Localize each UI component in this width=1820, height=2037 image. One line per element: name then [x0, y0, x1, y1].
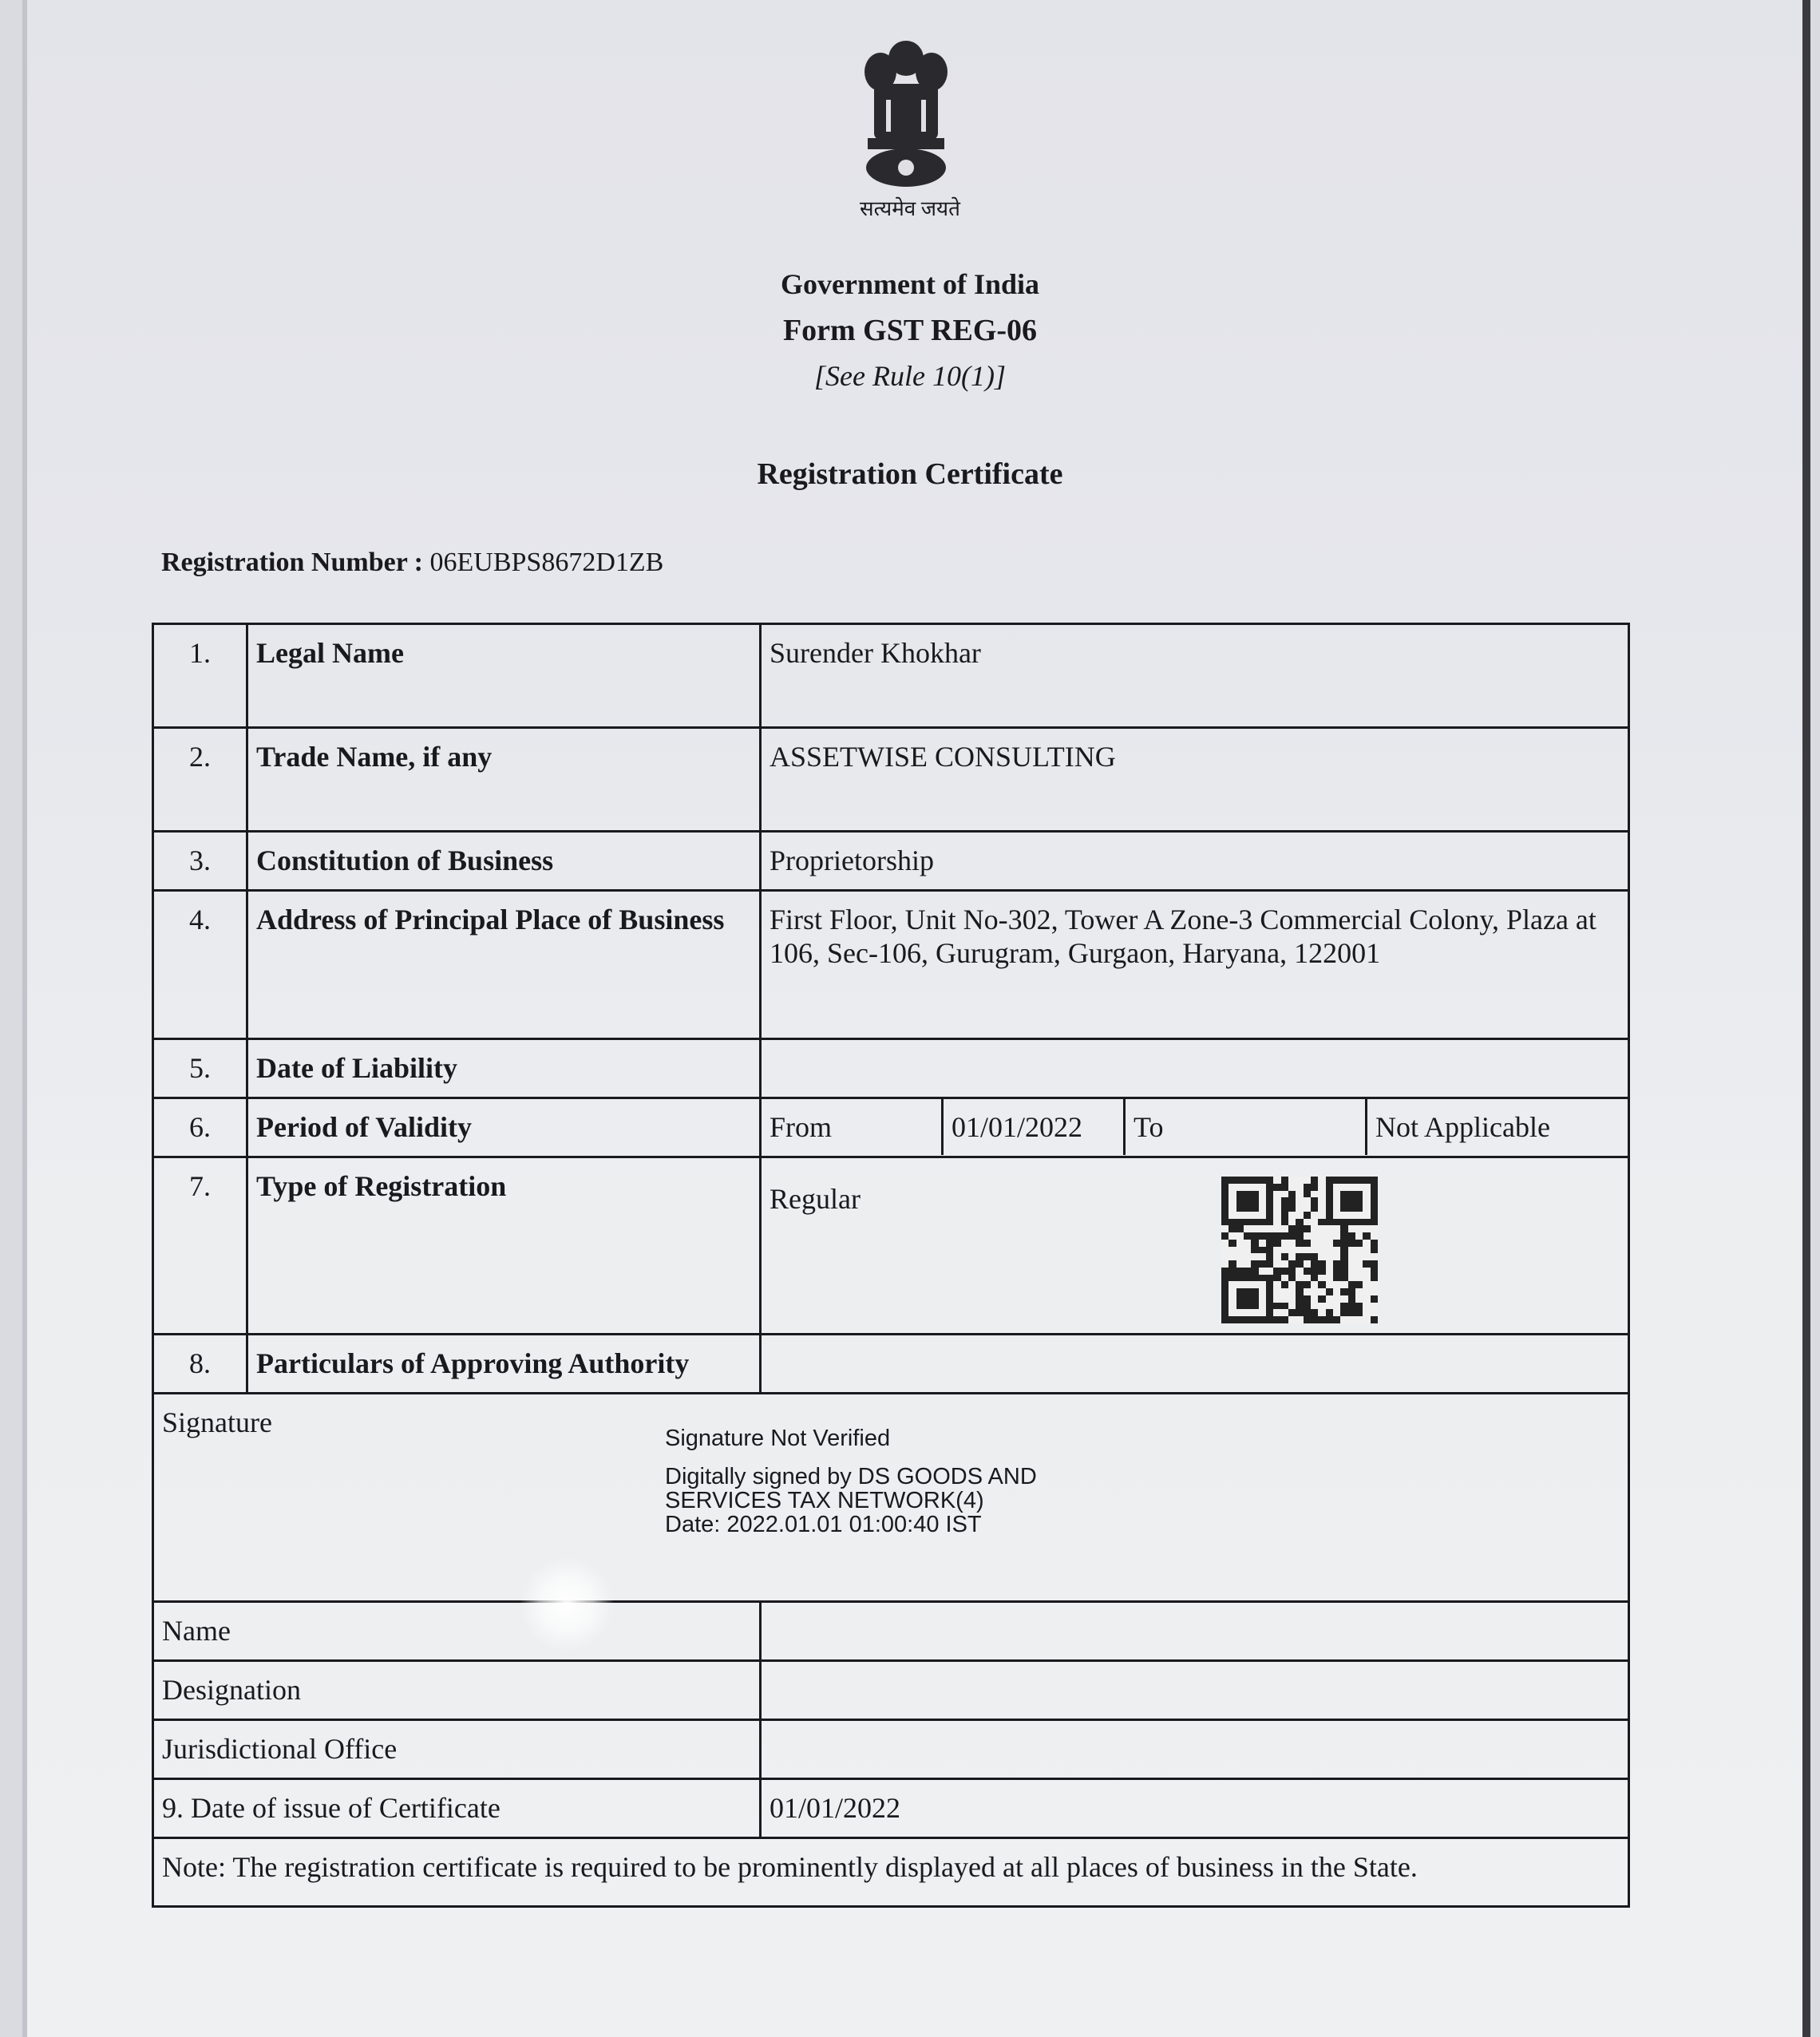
registration-number-value: 06EUBPS8672D1ZB: [429, 548, 664, 577]
row-number: 4.: [153, 891, 247, 1039]
table-row: [153, 891, 1629, 1039]
validity-to-value: Not Applicable: [1375, 1111, 1550, 1143]
signature-line-1: Digitally signed by DS GOODS AND: [665, 1464, 1037, 1489]
table-row: [153, 1720, 1629, 1779]
row-value: Proprietorship: [761, 832, 1629, 891]
row-label: Particulars of Approving Authority: [247, 1335, 761, 1394]
row-number: 5.: [153, 1039, 247, 1098]
row-label: Period of Validity: [247, 1098, 761, 1157]
row-number: 3.: [153, 832, 247, 891]
validity-from-label: From: [762, 1099, 943, 1155]
row-value: ASSETWISE CONSULTING: [761, 728, 1629, 832]
row-number: 6.: [153, 1098, 247, 1157]
row-value: [761, 1157, 1629, 1335]
row-number: 7.: [153, 1157, 247, 1335]
authority-value: [761, 1661, 1629, 1720]
table-row: [153, 1335, 1629, 1394]
row-label: Constitution of Business: [247, 832, 761, 891]
table-row: [153, 832, 1629, 891]
validity-to-label: To: [1125, 1099, 1367, 1155]
note-row: [153, 1838, 1629, 1907]
row-value: Surender Khokhar: [761, 624, 1629, 728]
qr-code-icon: [1221, 1177, 1378, 1323]
row-label: Trade Name, if any: [247, 728, 761, 832]
table-row: [153, 1039, 1629, 1098]
table-row: [153, 728, 1629, 832]
row-number: 2.: [153, 728, 247, 832]
signature-line-2: SERVICES TAX NETWORK(4): [665, 1488, 984, 1513]
table-row: [153, 1602, 1629, 1661]
government-heading: Government of India: [781, 268, 1039, 300]
certificate-table: [152, 623, 1630, 1908]
row-value: [761, 1039, 1629, 1098]
motto-text: सत्यमेव जयते: [860, 197, 960, 220]
row-label: Address of Principal Place of Business: [247, 891, 761, 1039]
registration-number-label: Registration Number :: [161, 548, 423, 577]
authority-value: 01/01/2022: [761, 1779, 1629, 1838]
authority-label: 9. Date of issue of Certificate: [153, 1779, 761, 1838]
authority-label: Jurisdictional Office: [153, 1720, 761, 1779]
signature-status: Signature Not Verified: [665, 1426, 891, 1451]
signature-line-3: Date: 2022.01.01 01:00:40 IST: [665, 1512, 982, 1537]
registration-number-line: [161, 548, 663, 578]
note-text: Note: The registration certificate is required to be prominently displayed at all places of business in the State.: [153, 1838, 1629, 1907]
table-row: [153, 624, 1629, 728]
table-row: [153, 1098, 1629, 1157]
authority-label: Designation: [153, 1661, 761, 1720]
row-label: Date of Liability: [247, 1039, 761, 1098]
row-number: 1.: [153, 624, 247, 728]
rule-reference: [See Rule 10(1)]: [814, 360, 1006, 392]
authority-value: [761, 1602, 1629, 1661]
row-label: Type of Registration: [247, 1157, 761, 1335]
table-row: [153, 1661, 1629, 1720]
digital-signature: [665, 1426, 1037, 1537]
ashoka-emblem-icon: [850, 36, 962, 196]
table-row: [153, 1157, 1629, 1335]
signature-label: Signature: [162, 1406, 272, 1438]
light-reflection: [519, 1556, 615, 1652]
table-row: [153, 1779, 1629, 1838]
form-heading: Form GST REG-06: [782, 314, 1038, 347]
validity-period: [761, 1098, 1629, 1157]
row-number: 8.: [153, 1335, 247, 1394]
certificate-title: Registration Certificate: [757, 457, 1063, 491]
signature-row: [153, 1394, 1629, 1602]
authority-value: [761, 1720, 1629, 1779]
row-value: [761, 1335, 1629, 1394]
registration-type: Regular: [770, 1183, 861, 1215]
authority-label: Name: [153, 1602, 761, 1661]
row-label: Legal Name: [247, 624, 761, 728]
validity-from-value: 01/01/2022: [943, 1099, 1125, 1155]
row-value: First Floor, Unit No-302, Tower A Zone-3 Commercial Colony, Plaza at 106, Sec-106, Gurugram, Gurgaon, Haryana, 122001: [761, 891, 1629, 1039]
